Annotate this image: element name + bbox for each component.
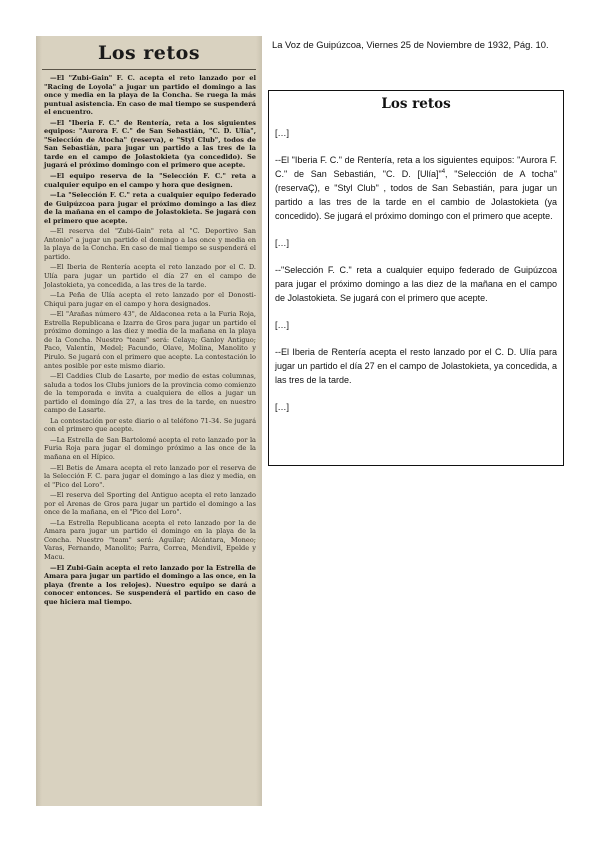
clipping-paragraph: —El "Zubi-Gain" F. C. acepta el reto lanzado por el "Racing de Loyola" a jugar un partido el domingo a las once y media en la playa de la Concha. Se ruega la más puntual asistencia. En caso de mal tiempo se suspenderá el encuentro.	[44, 74, 256, 117]
source-citation: La Voz de Guipúzcoa, Viernes 25 de Noviembre de 1932, Pág. 10.	[272, 39, 549, 50]
clipping-paragraph: —La "Selección F. C." reta a cualquier equipo federado de Guipúzcoa para jugar el próximo domingo a las diez de la mañana en el campo de Jolastokieta. Se jugará con el primero que acepte.	[44, 191, 256, 225]
clipping-paragraph: —El Betis de Amara acepta el reto lanzado por el reserva de la Selección F. C. para jugar el domingo a las diez y media, en el "Pico del Loro".	[44, 463, 256, 489]
ellipsis-marker: […]	[275, 238, 290, 248]
newspaper-clipping	[36, 36, 262, 806]
transcription-title: Los retos	[381, 96, 451, 112]
transcription-box	[268, 90, 564, 466]
clipping-body	[36, 74, 262, 606]
ellipsis-marker: […]	[275, 402, 290, 412]
clipping-paragraph: —El Iberia de Rentería acepta el reto lanzado por el C. D. Ulía para jugar un partido el día 27 en el campo de Jolastokieta, ya concedida, a las tres de la tarde.	[44, 263, 256, 289]
clipping-divider	[42, 69, 256, 70]
clipping-paragraph: —La Peña de Ulía acepta el reto lanzado por el Donosti-Chiqui para jugar en el campo y hora designados.	[44, 291, 256, 308]
clipping-paragraph: —La Estrella de San Bartolomé acepta el reto lanzado por la Furia Roja para jugar el domingo próximo a las once de la mañana en el Hípico.	[44, 435, 256, 461]
transcription-paragraph-text: --El "Iberia F. C." de Rentería, reta a los siguientes equipos: "Aurora F. C." de San Sebastián, "C. D. [Ulía]"	[275, 155, 557, 179]
clipping-title: Los retos	[97, 42, 201, 64]
clipping-paragraph: La contestación por este diario o al teléfono 71-34. Se jugará con el primero que acepte.	[44, 416, 256, 434]
transcription-paragraph-text: , "Selección de A tocha" (reservaÇ), e "Styl Club" , todos de San Sebastián, para jugar un partido a las tres de la tarde en el cambio de Jolastokieta (ya concedido). Se jugará el próximo domingo con el primero que acepte.	[275, 169, 558, 221]
clipping-paragraph: —El "Arañas número 43", de Aldaconea reta a la Furia Roja, Estrella Republicana e Izarra de Gros para jugar un partido el próximo domingo a las diez y media de la mañana en la playa de la Concha. Nuestro "team" será: Celaya; Ganloy Antiguo; Paco, Valentín, Medel; Facundo, Olave, Molina, Manolito y Pirulo. Se jugará con el primero que acepte. La contestación lo antes posible por este mismo diario.	[44, 310, 256, 370]
transcription-paragraph-iberia-accept: --El Iberia de Rentería acepta el resto lanzado por el C. D. Ulía para jugar un partido el día 27 en el campo de Jolastokieta, ya concedida, a las tres de la tarde.	[275, 347, 557, 385]
clipping-paragraph: —El Zubi-Gain acepta el reto lanzado por la Estrella de Amara para jugar un partido el domingo a las once, en la playa (frente a los relojes). Nuestro equipo se dará a conocer entonces. Se suspenderá el partido en caso de que hiciera mal tiempo.	[44, 563, 256, 606]
clipping-paragraph: —El equipo reserva de la "Selección F. C." reta a cualquier equipo en el campo y hora que designen.	[44, 172, 256, 189]
clipping-paragraph: —El reserva del Sporting del Antiguo acepta el reto lanzado por el Arenas de Gros para jugar un partido el domingo a las once de la mañana, en el "Pico del Loro".	[44, 491, 256, 517]
footnote-marker: 4	[441, 169, 446, 175]
transcription-paragraph-iberia	[275, 153, 557, 223]
clipping-paragraph: —El Caddies Club de Lasarte, por medio de estas columnas, saluda a todos los Clubs juniors de la provincia como comienzo de la temporada e invita a cualquiera de ellos a jugar un partido el domingo día 27, a las tres de la tarde, en nuestro campo de Lasarte.	[44, 372, 256, 415]
ellipsis-marker: […]	[275, 320, 290, 330]
transcription-paragraph-seleccion: --"Selección F. C." reta a cualquier equipo federado de Guipúzcoa para jugar el próximo domingo a las diez de la mañana en el campo de Jolastokieta. Se jugará con el primero que acepte.	[275, 265, 557, 303]
ellipsis-marker: […]	[275, 128, 290, 138]
clipping-paragraph: —El "Iberia F. C." de Rentería, reta a los siguientes equipos: "Aurora F. C." de San Sebastián, "C. D. Ulía", "Selección de Atocha" (reserva), e "Styl Club", todos de San Sebastián, para jugar un partido a las tres de la tarde en el campo de Jolastokieta (ya concedido). Se jugará el próximo domingo con el primero que acepte.	[44, 118, 256, 170]
clipping-paragraph: —La Estrella Republicana acepta el reto lanzado por la de Amara para jugar un partido el domingo en la playa de la Concha. Nuestro "team" será: Aguilar; Alcántara, Moneo; Varas, Fernando, Manolito; Parra, Correa, Mendivil, Epelde y Macu.	[44, 518, 256, 561]
clipping-paragraph: —El reserva del "Zubi-Gain" reta al "C. Deportivo San Antonio" a jugar un partido el domingo a las once y media en la playa de la Concha. En caso de mal tiempo se suspenderá el partido.	[44, 227, 256, 261]
